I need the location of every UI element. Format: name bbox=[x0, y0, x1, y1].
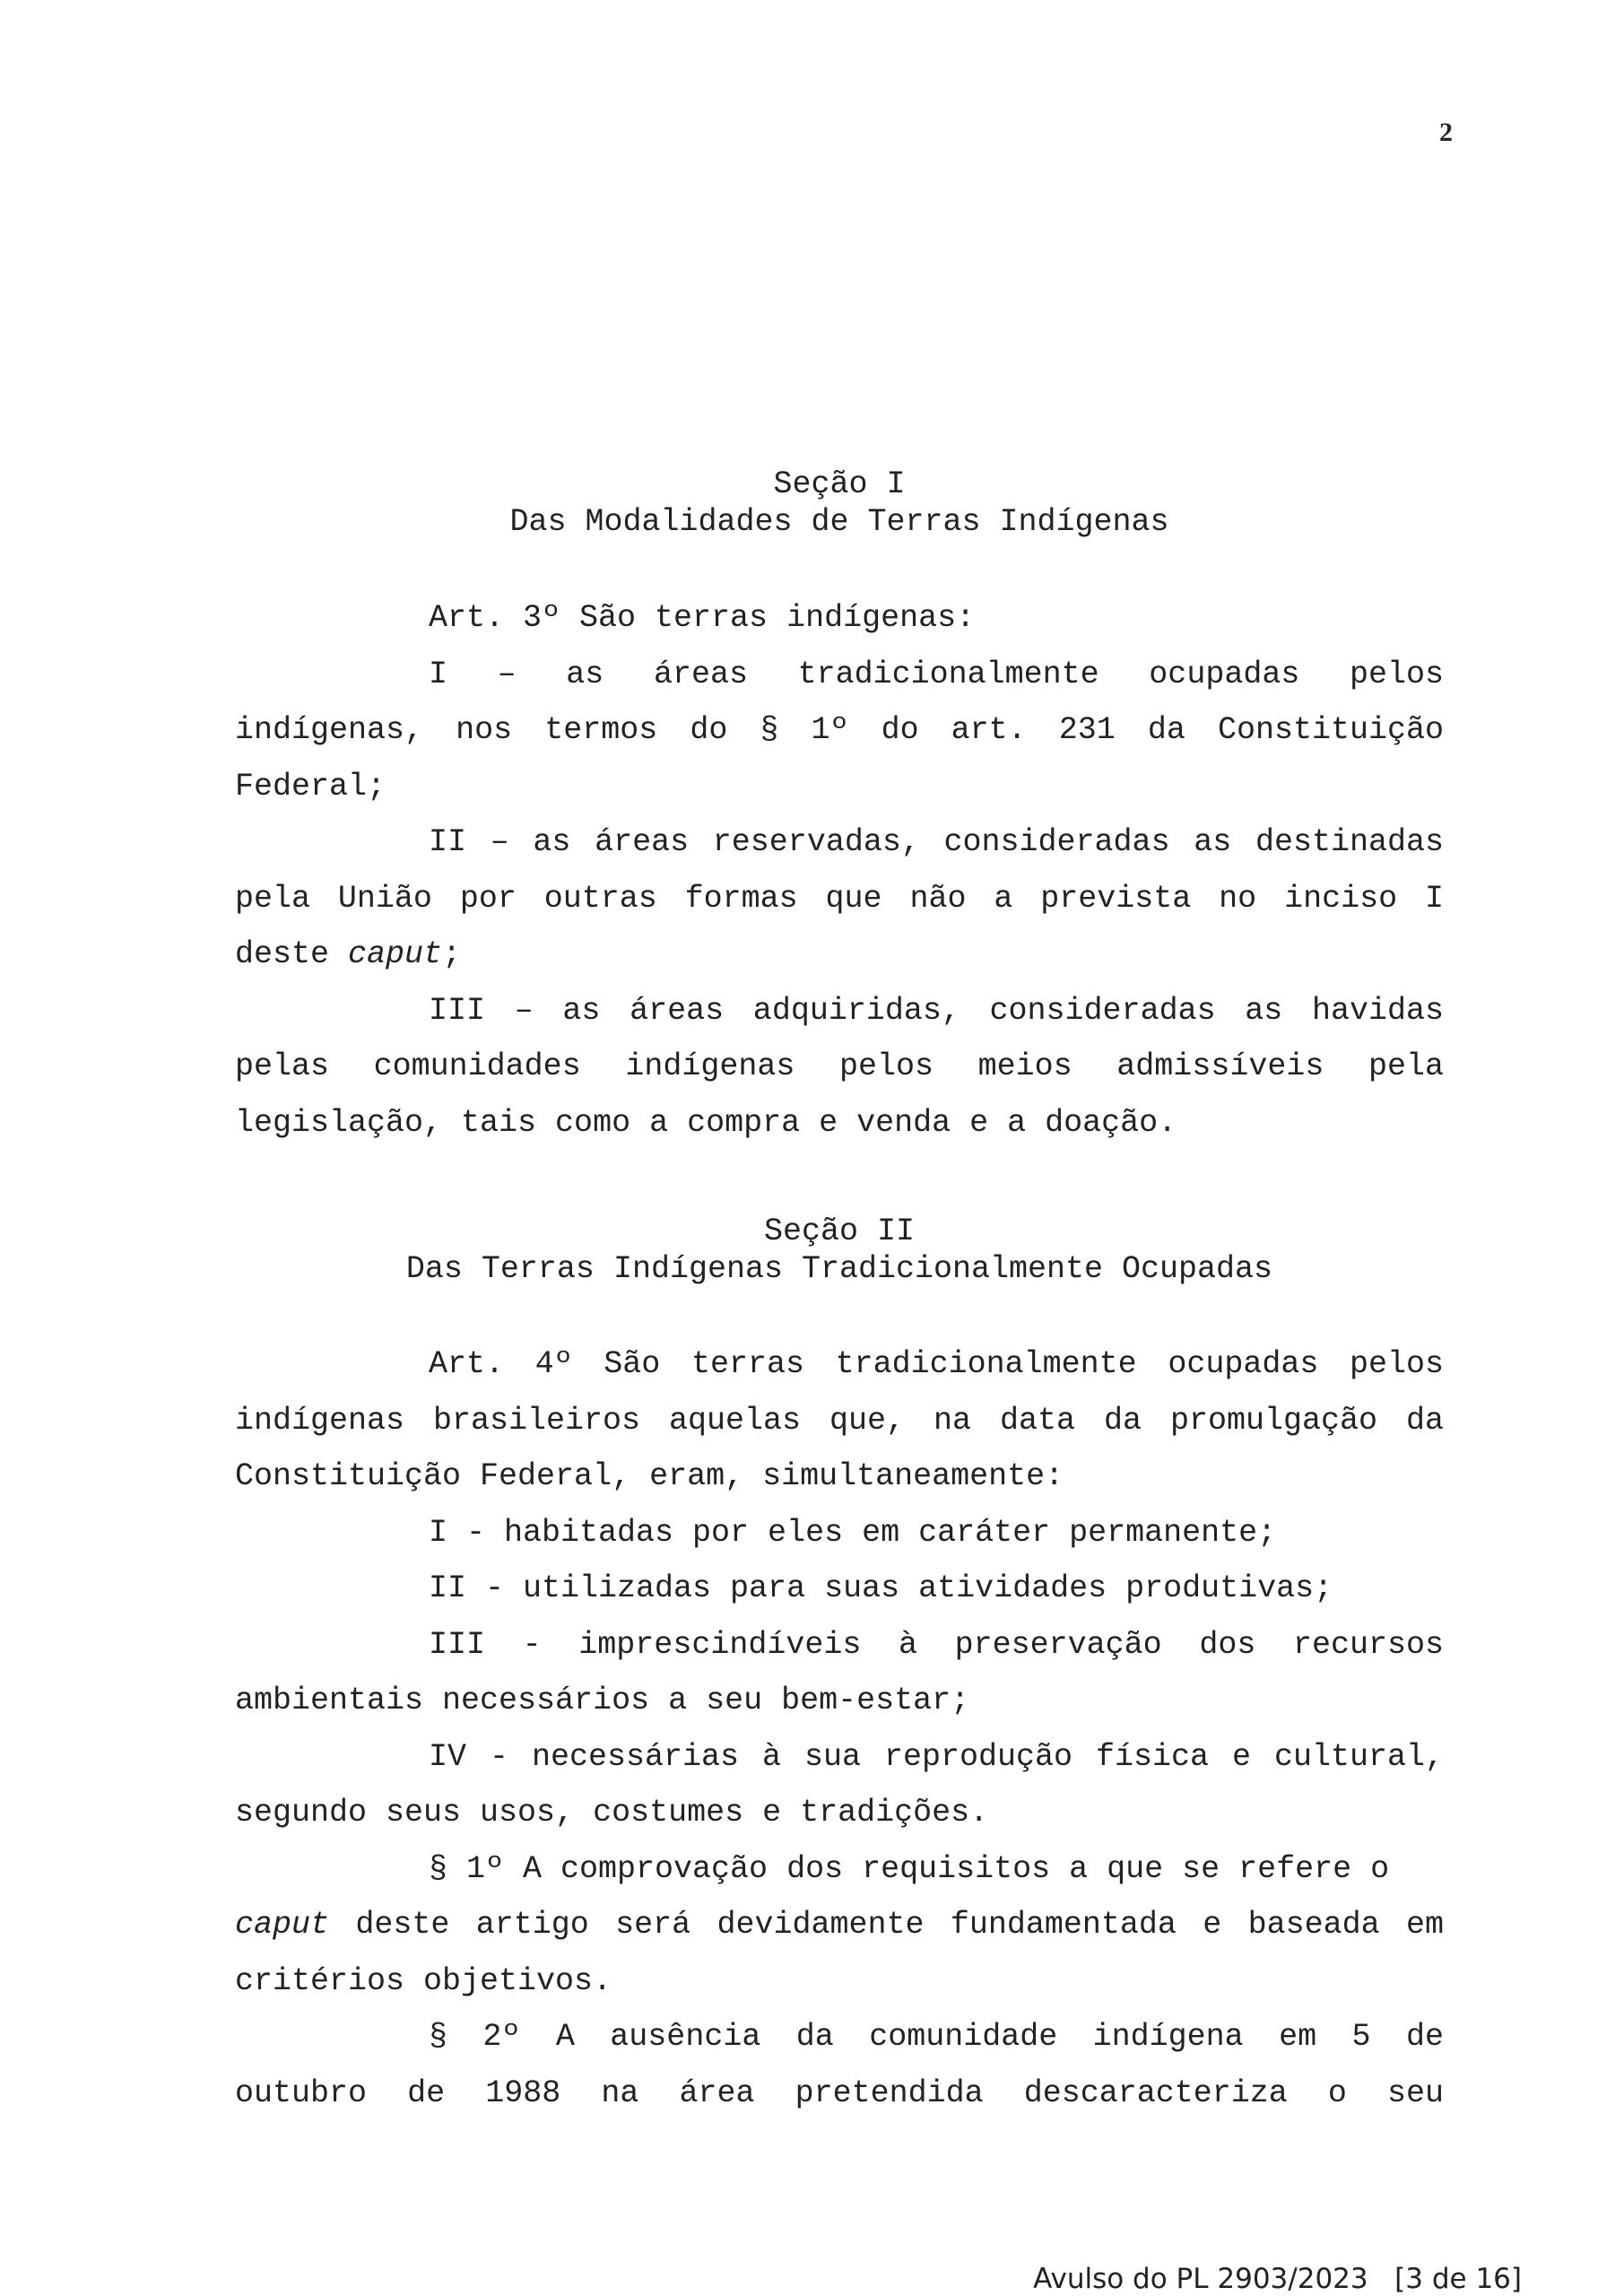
article-4-item-i: I - habitadas por eles em caráter permanente; bbox=[429, 1514, 1277, 1551]
footer-document: Avulso do PL 2903/2023 bbox=[1033, 2263, 1368, 2295]
footer bbox=[986, 2262, 1522, 2296]
section-1-body bbox=[235, 590, 1444, 1151]
article-3-item-ii-end: ; bbox=[442, 936, 462, 972]
article-4-item-iii: III - imprescindíveis à preservação dos recursos ambientais necessários a seu bem-estar; bbox=[235, 1626, 1444, 1718]
article-3-paragraph: Art. 3º São terras indígenas: bbox=[429, 600, 976, 636]
article-4-item-iv: IV - necessárias à sua reprodução física e cultural, segundo seus usos, costumes e tradições. bbox=[235, 1738, 1444, 1831]
footer-pages: [3 de 16] bbox=[1394, 2263, 1522, 2295]
article-4-paragraph-2: § 2º A ausência da comunidade indígena em 5 de outubro de 1988 na área pretendida descaracteriza o seu bbox=[235, 2019, 1444, 2111]
article-3-item-iii: III – as áreas adquiridas, consideradas as havidas pelas comunidades indígenas pelos meios admissíveis pela legislação, tais como a compra e venda e a doação. bbox=[235, 992, 1444, 1141]
article-4-paragraph-1-start: § 1º A comprovação dos requisitos a que se refere o bbox=[429, 1850, 1390, 1887]
page-number: 2 bbox=[1439, 117, 1453, 147]
article-4-paragraph-1-end: deste artigo será devidamente fundamentada e baseada em critérios objetivos. bbox=[235, 1907, 1444, 1999]
section-2-heading bbox=[235, 1213, 1444, 1288]
section-2-title: Seção II bbox=[763, 1213, 916, 1249]
article-3-item-ii-text: II – as áreas reservadas, consideradas as destinadas pela União por outras formas que não a prevista no inciso I deste bbox=[235, 824, 1444, 972]
section-2-body bbox=[235, 1336, 1444, 2121]
section-2-subtitle: Das Terras Indígenas Tradicionalmente Ocupadas bbox=[405, 1251, 1273, 1287]
article-4-paragraph-1-caput: caput bbox=[235, 1907, 330, 1943]
section-1-subtitle: Das Modalidades de Terras Indígenas bbox=[509, 504, 1169, 540]
article-3-item-i: I – as áreas tradicionalmente ocupadas pelos indígenas, nos termos do § 1º do art. 231 da Constituição Federal; bbox=[235, 656, 1444, 804]
section-1-title: Seção I bbox=[773, 466, 906, 502]
article-4-paragraph: Art. 4º São terras tradicionalmente ocupadas pelos indígenas brasileiros aquelas que, na data da promulgação da Constituição Federal, eram, simultaneamente: bbox=[235, 1346, 1444, 1494]
article-3-item-ii bbox=[235, 814, 1444, 983]
article-3-item-ii-caput: caput bbox=[348, 936, 443, 972]
article-4-item-ii: II - utilizadas para suas atividades produtivas; bbox=[429, 1570, 1333, 1606]
section-1-heading bbox=[235, 465, 1444, 541]
article-4-paragraph-1 bbox=[235, 1841, 1444, 2010]
